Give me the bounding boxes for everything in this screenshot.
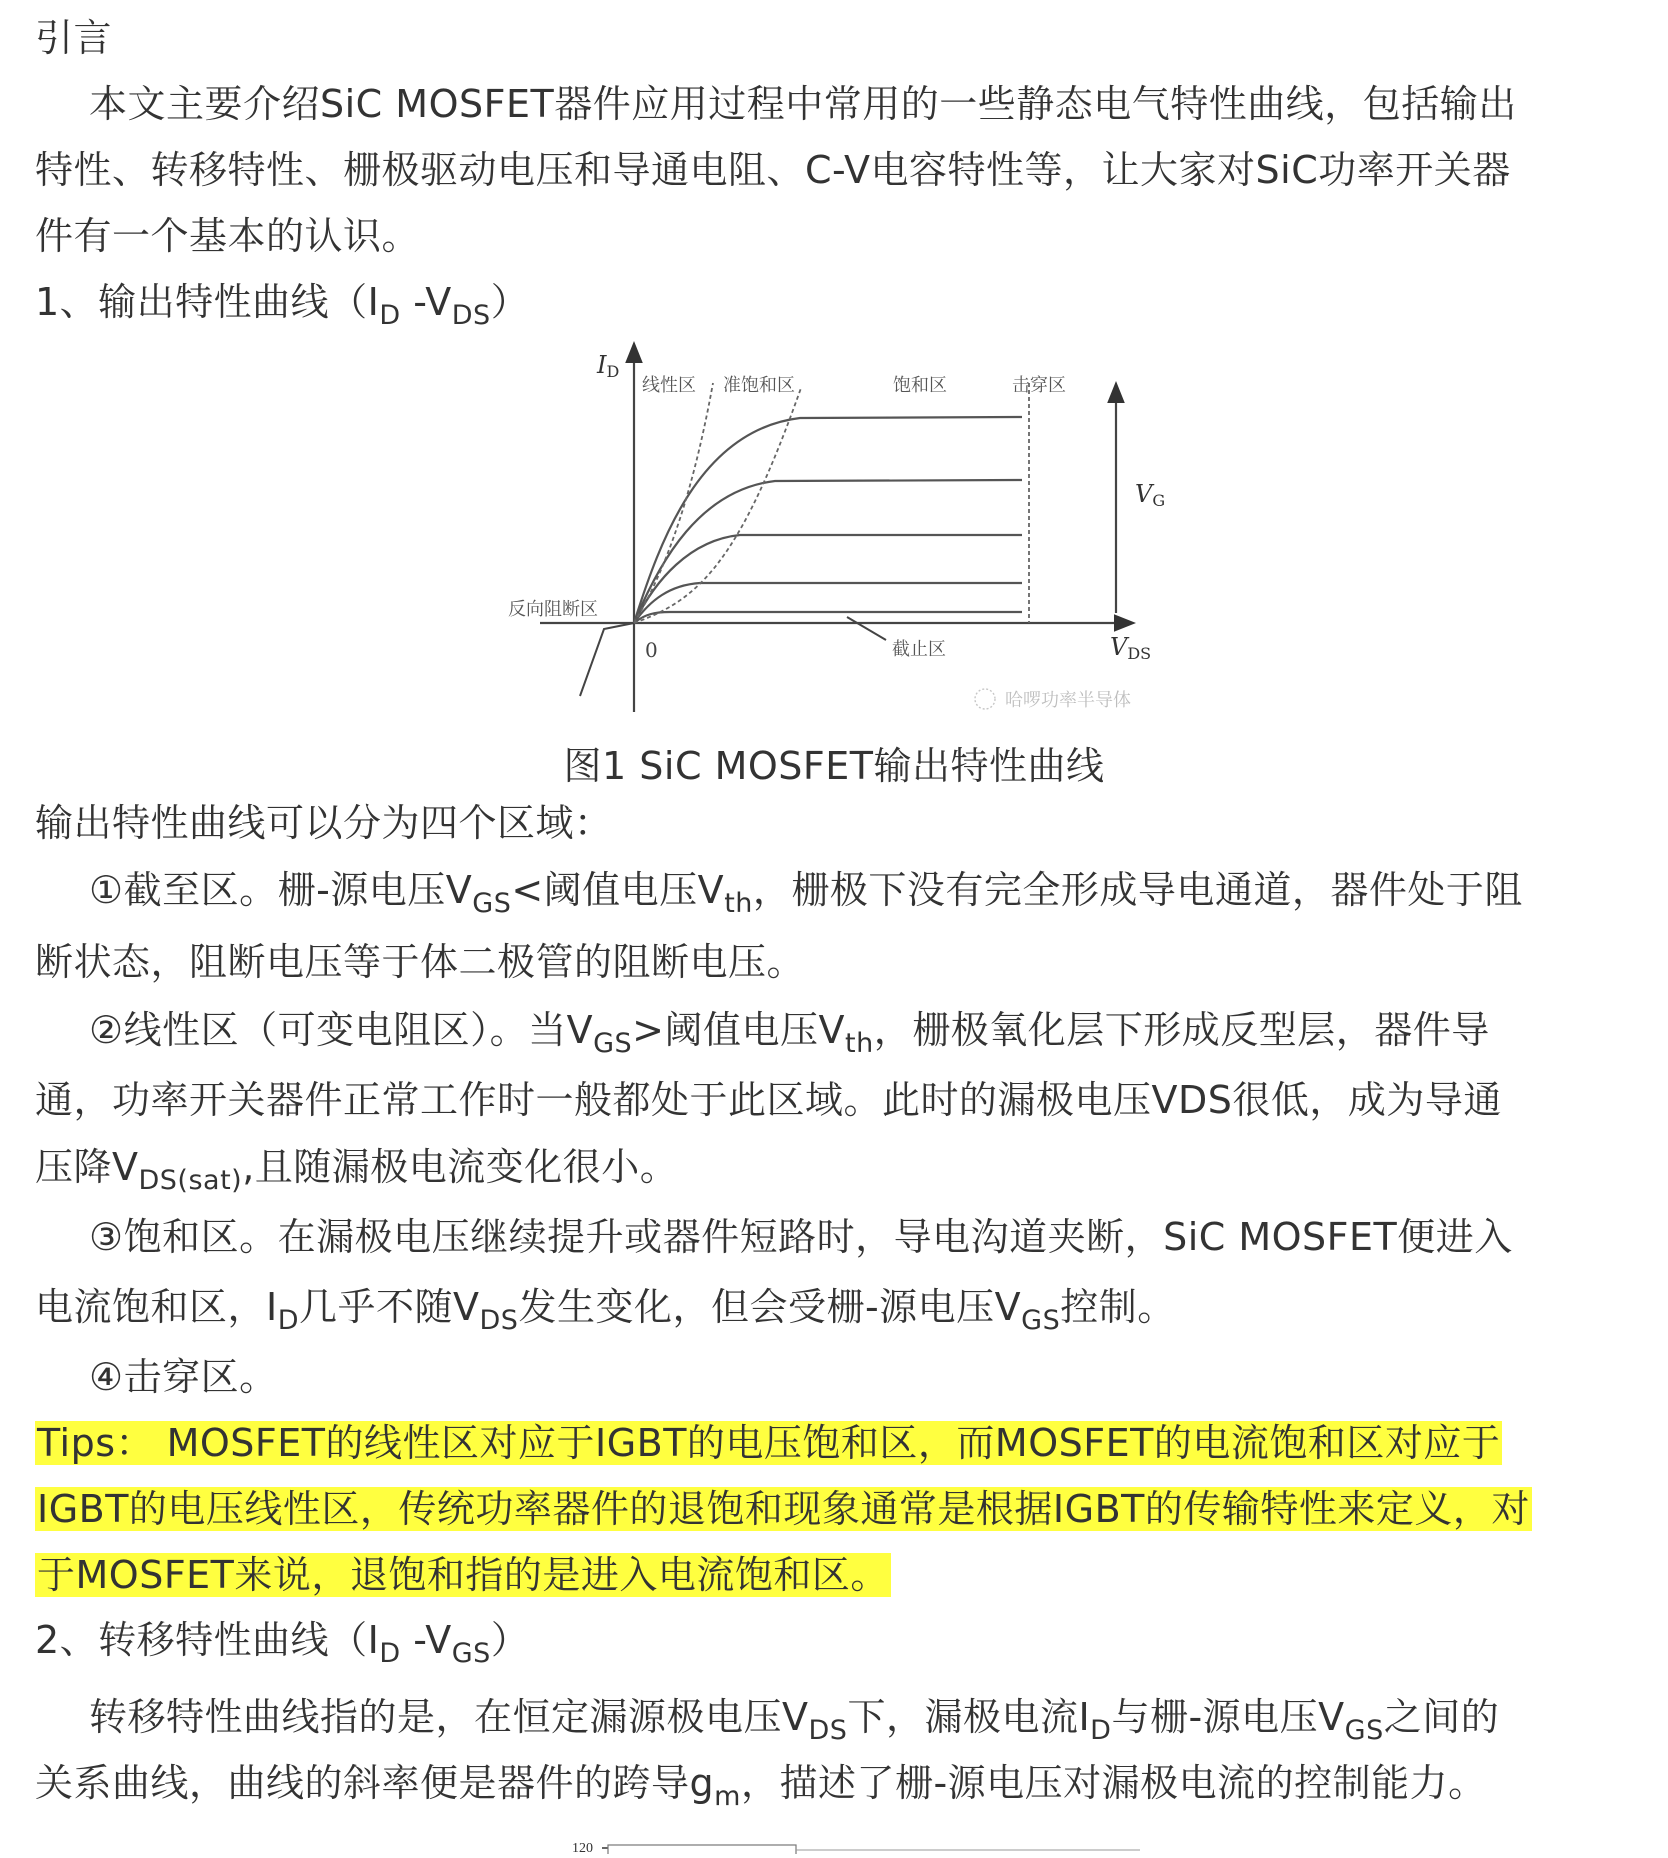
x-axis-label: VDS bbox=[1110, 633, 1152, 663]
region2-line-3: 压降$V_{DS(sat)}$,且随漏极电流变化很小。 bbox=[35, 1145, 679, 1196]
region1-line-2: 断状态，阻断电压等于体二极管的阻断电压。 bbox=[35, 940, 806, 984]
region2-line-2: 通，功率开关器件正常工作时一般都处于此区域。此时的漏极电压VDS很低，成为导通 bbox=[35, 1078, 1502, 1122]
figure-output-characteristics bbox=[480, 340, 1180, 730]
tips-line-2 bbox=[35, 1485, 1640, 1533]
section1-heading-text: ） bbox=[490, 280, 530, 324]
figure1-caption: 图1 SiC MOSFET输出特性曲线 bbox=[563, 744, 1105, 788]
subscript: DS bbox=[451, 300, 491, 331]
highlight: Tips： MOSFET的线性区对应于IGBT的电压饱和区，而MOSFET的电流饱和区对应于 bbox=[37, 1421, 1501, 1465]
label-saturation-region: 饱和区 bbox=[893, 375, 947, 396]
label-breakdown-region: 击穿区 bbox=[1012, 375, 1066, 396]
highlight: IGBT的电压线性区，传统功率器件的退饱和现象通常是根据IGBT的传输特性来定义，对 bbox=[37, 1487, 1530, 1531]
section2-heading: 2、转移特性曲线（$I_D$ $-V_{GS}$） bbox=[35, 1618, 530, 1669]
subscript: D bbox=[379, 300, 401, 331]
tips-line-3 bbox=[35, 1551, 1640, 1599]
output-characteristics-diagram bbox=[480, 340, 1180, 730]
y-tick-label: 120 bbox=[572, 1841, 593, 1854]
id-vds-curves bbox=[634, 417, 1022, 623]
label-linear-region: 线性区 bbox=[642, 375, 696, 396]
section1-heading-text: -V bbox=[400, 280, 452, 324]
legend-box bbox=[608, 1845, 796, 1854]
highlight: 于MOSFET来说，退饱和指的是进入电流饱和区。 bbox=[37, 1553, 889, 1597]
label-cutoff-region: 截止区 bbox=[892, 639, 946, 660]
watermark-logo-icon bbox=[975, 689, 995, 709]
region3-line-1: ③饱和区。在漏极电压继续提升或器件短路时，导电沟道夹断，SiC MOSFET便进入 bbox=[89, 1215, 1513, 1259]
y-axis-label: ID bbox=[597, 351, 620, 381]
region-boundaries bbox=[634, 383, 1029, 623]
region2-line-1: ②线性区（可变电阻区）。当$V_{GS}>$阈值电压$V_{th}$，栅极氧化层下形成反型层，器件导 bbox=[89, 1008, 1490, 1059]
section1-heading bbox=[35, 278, 1640, 331]
intro-paragraph-line-2: 特性、转移特性、栅极驱动电压和导通电阻、C-V电容特性等，让大家对SiC功率开关器 bbox=[35, 148, 1511, 192]
section1-heading-text: 1、输出特性曲线（I bbox=[35, 280, 380, 324]
intro-paragraph-line-3: 件有一个基本的认识。 bbox=[35, 214, 421, 258]
section2-paragraph-line-1: 转移特性曲线指的是，在恒定漏源极电压$V_{DS}$下，漏极电流$I_D$与栅-源电压$V_{GS}$之间的 bbox=[89, 1695, 1500, 1746]
label-quasi-saturation-region: 准饱和区 bbox=[723, 375, 795, 396]
tips-line-1 bbox=[35, 1419, 1640, 1467]
watermark-text: 哈啰功率半导体 bbox=[1005, 690, 1131, 711]
label-reverse-blocking-region: 反向阻断区 bbox=[508, 599, 598, 620]
cutoff-pointer bbox=[847, 617, 886, 640]
intro-heading: 引言 bbox=[35, 16, 113, 60]
intro-paragraph-line-1: 本文主要介绍SiC MOSFET器件应用过程中常用的一些静态电气特性曲线，包括输出 bbox=[89, 82, 1517, 126]
region1-line-1: ①截至区。栅-源电压$V_{GS}<$阈值电压$V_{th}$，栅极下没有完全形成导电通道，器件处于阻 bbox=[89, 868, 1523, 919]
region3-line-2: 电流饱和区，$I_D$几乎不随$V_{DS}$发生变化，但会受栅-源电压$V_{GS}$控制。 bbox=[35, 1285, 1176, 1336]
region4-line: ④击穿区。 bbox=[89, 1355, 278, 1399]
watermark bbox=[975, 689, 1131, 711]
figure-transfer-characteristics-partial bbox=[560, 1834, 1140, 1854]
vg-label: VG bbox=[1135, 480, 1166, 510]
reverse-blocking-curve bbox=[580, 623, 634, 696]
regions-intro: 输出特性曲线可以分为四个区域： bbox=[35, 801, 613, 845]
origin-label: 0 bbox=[645, 638, 658, 662]
section2-paragraph-line-2: 关系曲线，曲线的斜率便是器件的跨导$g_m$，描述了栅-源电压对漏极电流的控制能力。 bbox=[35, 1761, 1487, 1812]
